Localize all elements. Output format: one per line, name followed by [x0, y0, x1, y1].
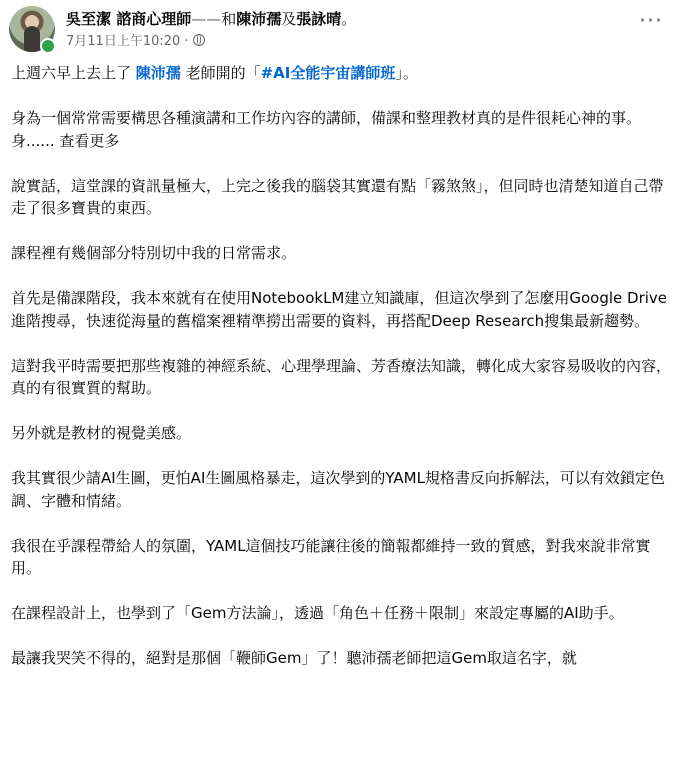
- post-paragraph-11: 最讓我哭笑不得的，絕對是那個「鞭師Gem」了！聽沛孺老師把這Gem取這名字，就: [11, 649, 577, 667]
- see-more-link[interactable]: 查看更多: [54, 131, 120, 150]
- post-body: [11, 62, 673, 692]
- with-word: 和: [221, 10, 237, 28]
- post-paragraph-10: 在課程設計上，也學到了「Gem方法論」，透過「角色＋任務＋限制」來設定專屬的AI助手。: [11, 604, 624, 622]
- mention-link[interactable]: 陳沛孺: [135, 64, 181, 82]
- author-name-link[interactable]: 吳至潔 諮商心理師: [66, 10, 192, 28]
- and-word: 及: [281, 10, 297, 28]
- post-meta: [66, 33, 205, 51]
- post-paragraph-1: [11, 62, 673, 85]
- post-paragraph-5: 首先是備課階段，我本來就有在使用NotebookLM建立知識庫，但這次學到了怎麼用Google Drive進階搜尋，快速從海量的舊檔案裡精準撈出需要的資料，再搭配Deep Research搜集最新趨勢。: [11, 289, 668, 330]
- post-paragraph-4: 課程裡有幾個部分特別切中我的日常需求。: [11, 244, 297, 262]
- tagged-user-1-link[interactable]: 陳沛孺: [236, 10, 282, 28]
- p1-text-c: 」。: [395, 64, 418, 82]
- p2-text: 身為一個常常需要構思各種演講和工作坊內容的講師，備課和整理教材真的是件很耗心神的事。 身......: [11, 109, 649, 150]
- author-line: [66, 9, 356, 29]
- post-header: [0, 0, 680, 58]
- post-paragraph-9: 我很在乎課程帶給人的氛圍，YAML這個技巧能讓往後的簡報都維持一致的質感，對我來說非常實用。: [11, 536, 651, 577]
- more-options-icon[interactable]: ···: [639, 9, 663, 34]
- hashtag-link[interactable]: #AI全能宇宙講師班: [260, 64, 396, 82]
- author-line-period: 。: [341, 10, 357, 28]
- post-paragraph-8: 我其實很少請AI生圖，更怕AI生圖風格暴走，這次學到的YAML規格書反向拆解法，可以有效鎖定色調、字體和情緒。: [11, 469, 665, 510]
- globe-icon[interactable]: [193, 34, 205, 46]
- with-dash: ——: [191, 10, 222, 28]
- avatar-figure: [24, 26, 40, 52]
- p1-text-a: 上週六早上去上了: [11, 64, 136, 82]
- meta-separator: ·: [184, 34, 189, 49]
- online-status-icon: [40, 38, 56, 54]
- timestamp-link[interactable]: 7月11日上午10:20: [66, 34, 181, 49]
- tagged-user-2-link[interactable]: 張詠晴: [296, 10, 342, 28]
- post-paragraph-7: 另外就是教材的視覺美感。: [11, 424, 192, 442]
- post-paragraph-6: 這對我平時需要把那些複雜的神經系統、心理學理論、芳香療法知識，轉化成大家容易吸收的內容，真的有很實質的幫助。: [11, 356, 672, 397]
- post-paragraph-3: 說實話，這堂課的資訊量極大，上完之後我的腦袋其實還有點「霧煞煞」，但同時也清楚知道自己帶走了很多寶貴的東西。: [11, 176, 664, 217]
- post-paragraph-2: [11, 107, 673, 152]
- p1-text-b: 老師開的「: [180, 64, 261, 82]
